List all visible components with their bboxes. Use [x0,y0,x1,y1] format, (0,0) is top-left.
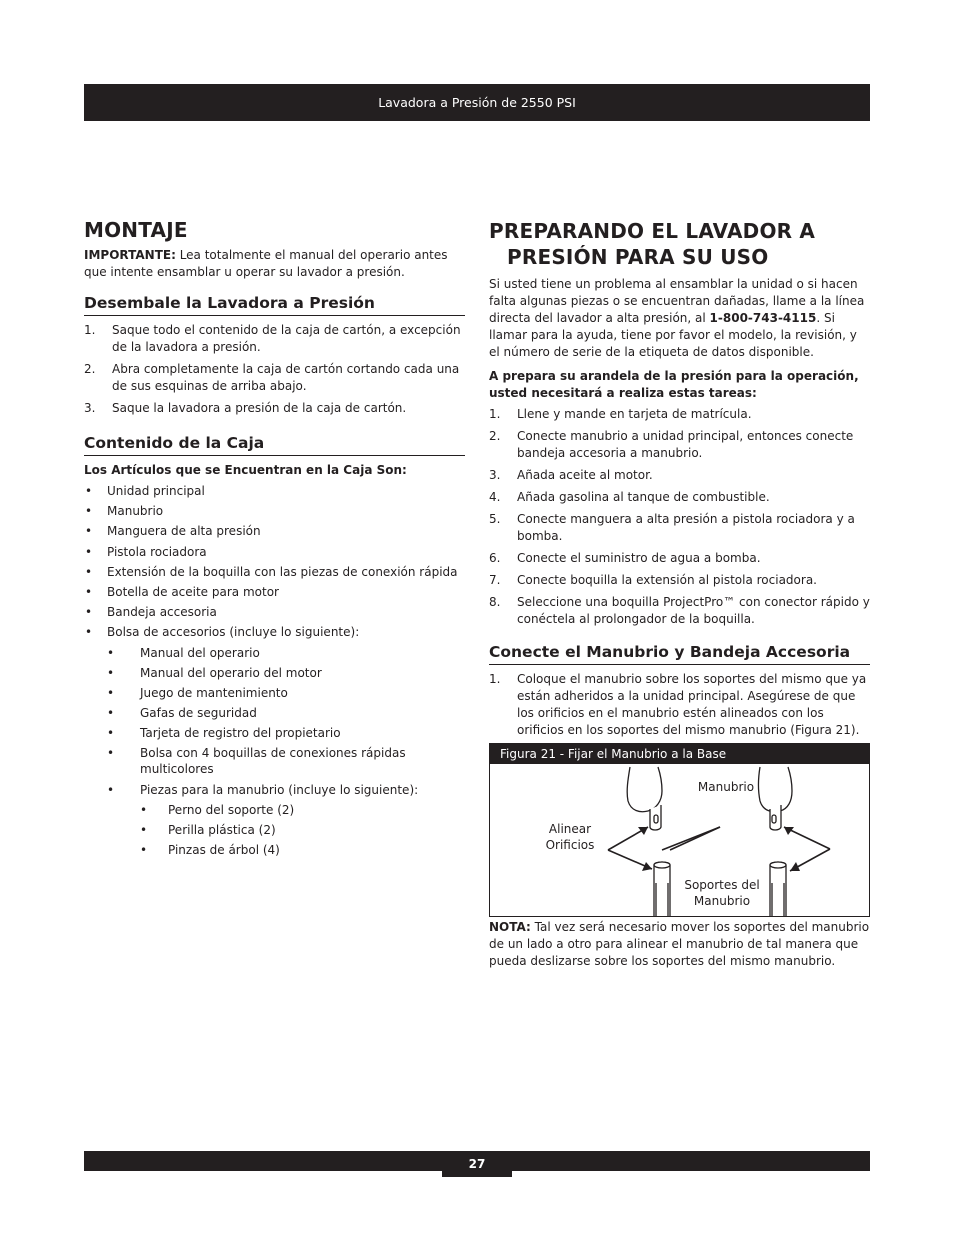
right-handle-hole [772,815,776,823]
item-number: 2. [84,362,96,376]
item-number: 3. [84,401,96,415]
list-item: • Extensión de la boquilla con las piezas de conexión rápida [84,564,465,580]
item-text: Conecte boquilla la extensión al pistola rociadora. [517,573,817,587]
hotline-number: 1-800-743-4115 [709,311,817,325]
item-text: Añada gasolina al tanque de combustible. [517,490,770,504]
box-contents-subtitle: Los Artículos que se Encuentran en la Caja Son: [84,463,407,477]
header-title: Lavadora a Presión de 2550 PSI [378,95,576,110]
item-number: 1. [84,323,96,337]
list-item [84,322,465,356]
item-number: 2. [489,429,501,443]
item-text: Seleccione una boquilla ProjectPro™ con conector rápido y conéctela al prolongador de la boquilla. [517,595,870,626]
left-handle-drawing [627,767,662,812]
list-item: • Juego de mantenimiento [84,685,465,701]
prep-steps-list [489,406,870,628]
prep-tasks-title: A prepara su arandela de la presión para la operación, usted necesitará a realiza estas tareas: [489,369,859,400]
handle-parts-list [84,802,465,858]
item-number: 3. [489,468,501,482]
arrowhead [642,862,652,871]
item-number: 1. [489,672,501,686]
list-item: • Manual del operario del motor [84,665,465,681]
list-item: • Manubrio [84,503,465,519]
montaje-heading: MONTAJE [84,218,188,242]
accessory-bag-list [84,645,465,798]
list-item: • Tarjeta de registro del propietario [84,725,465,741]
intro-text-end: . Si llamar para la ayuda, tiene por favor el modelo, la revisión, y el número de serie de la etiqueta de datos disponible. [489,311,857,359]
list-item [84,361,465,395]
list-item [489,572,870,589]
label-soportes-manubrio: Manubrio [693,894,751,908]
item-text: Saque la lavadora a presión de la caja de cartón. [112,401,407,415]
item-number: 5. [489,512,501,526]
item-text: Conecte el suministro de agua a bomba. [517,551,761,565]
item-text: Conecte manubrio a unidad principal, entonces conecte bandeja accesoria a manubrio. [517,429,854,460]
list-item: • Botella de aceite para motor [84,584,465,600]
handle-steps-list [489,671,870,739]
list-item: • Perno del soporte (2) [84,802,465,818]
list-item: • Gafas de seguridad [84,705,465,721]
list-item: • Bolsa de accesorios (incluye lo siguiente): [84,624,465,640]
list-item [489,671,870,739]
item-number: 7. [489,573,501,587]
list-item [489,428,870,462]
left-column [84,218,465,862]
page-number: 27 [442,1151,512,1177]
item-number: 4. [489,490,501,504]
item-text: Saque todo el contenido de la caja de cartón, a excepción de la lavadora a presión. [112,323,461,354]
list-item [84,400,465,417]
label-alinear: Alinear [548,822,592,836]
right-handle-drawing [759,767,793,812]
box-contents-list [84,483,465,640]
box-contents-heading: Contenido de la Caja [84,433,465,456]
unpack-heading: Desembale la Lavadora a Presión [84,293,465,316]
list-item [489,489,870,506]
item-number: 8. [489,595,501,609]
list-item: • Perilla plástica (2) [84,822,465,838]
list-item: • Pistola rociadora [84,544,465,560]
left-handle-hole [654,815,658,823]
list-item [489,406,870,423]
item-number: 6. [489,551,501,565]
item-text: Llene y mande en tarjeta de matrícula. [517,407,752,421]
list-item: • Bolsa con 4 boquillas de conexiones rápidas multicolores [84,745,465,777]
item-text: Conecte manguera a alta presión a pistola rociadora y a bomba. [517,512,855,543]
important-label: IMPORTANTE: [84,248,176,262]
intro-text: Si usted tiene un problema al ensamblar la unidad o si hacen falta algunas piezas o se encuentran dañadas, llame a la línea directa del lavador a alta presión, al [489,277,865,325]
list-item: • Piezas para la manubrio (incluye lo siguiente): [84,782,465,798]
list-item [489,594,870,628]
list-item: • Bandeja accesoria [84,604,465,620]
list-item [489,467,870,484]
note-paragraph [489,919,870,970]
note-label: NOTA: [489,920,531,934]
important-paragraph [84,247,465,281]
list-item: • Manual del operario [84,645,465,661]
note-text: Tal vez será necesario mover los soportes del manubrio de un lado a otro para alinear el manubrio de tal manera que pueda deslizarse sobre los soportes del mismo manubrio. [489,920,870,968]
item-text: Abra completamente la caja de cartón cortando cada una de sus esquinas de arriba abajo. [112,362,460,393]
handle-heading: Conecte el Manubrio y Bandeja Accesoria [489,642,870,665]
label-soportes: Soportes del [684,878,760,892]
list-item [489,511,870,545]
handle-diagram [490,765,869,916]
figure-21 [489,743,870,917]
item-text: Añada aceite al motor. [517,468,653,482]
arrow-line [670,827,720,850]
unpack-list [84,322,465,417]
list-item: • Manguera de alta presión [84,523,465,539]
item-text: Coloque el manubrio sobre los soportes del mismo que ya están adheridos a la unidad principal. Asegúrese de que los orificios en el manubrio estén alineados con los orificios en los soportes del mismo manubrio (Figura 21). [517,672,867,737]
list-item [489,550,870,567]
page-header [84,84,870,121]
right-column [489,218,870,970]
figure-title: Figura 21 - Fijar el Manubrio a la Base [490,744,869,764]
important-text: Lea totalmente el manual del operario antes que intente ensamblar u operar su lavador a presión. [84,248,448,279]
intro-paragraph [489,276,870,361]
item-number: 1. [489,407,501,421]
prep-heading: PREPARANDO EL LAVADOR A PRESIÓN PARA SU USO [489,219,816,269]
label-manubrio: Manubrio [697,780,755,794]
list-item: • Pinzas de árbol (4) [84,842,465,858]
label-orificios: Orificios [545,838,595,852]
list-item: • Unidad principal [84,483,465,499]
